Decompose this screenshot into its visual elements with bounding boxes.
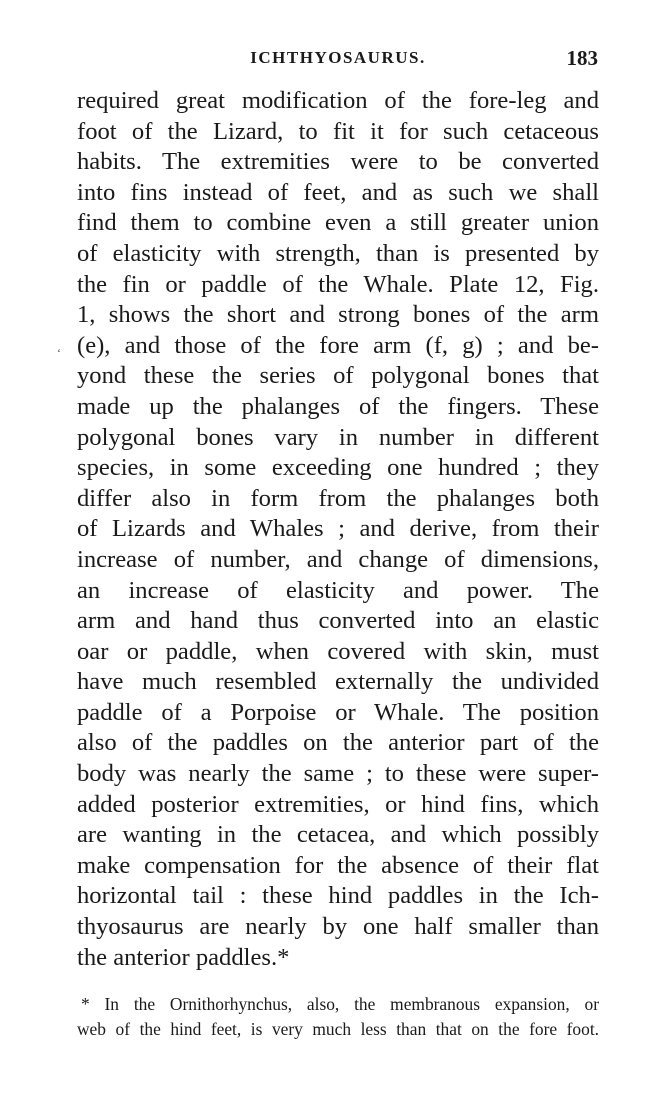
text-line: an increase of elasticity and power. The [77,576,599,604]
text-line: find them to combine even a still greater union [77,209,599,237]
text-line: the anterior paddles.* [77,943,290,971]
body-text [77,86,599,973]
text-line: are wanting in the cetacea, and which possibly [77,821,599,849]
text-line: body was nearly the same ; to these were super- [77,760,599,788]
running-head [78,48,598,74]
text-line: added posterior extremities, or hind fins, which [77,790,599,818]
footnote-line: web of the hind feet, is very much less than that on the fore foot. [77,1019,599,1039]
text-line: differ also in form from the phalanges both [77,484,599,512]
text-line: thyosaurus are nearly by one half smaller than [77,913,599,941]
footnote-line: * In the Ornithorhynchus, also, the membranous expansion, or [81,994,599,1014]
text-line: of Lizards and Whales ; and derive, from their [77,515,599,543]
text-line: polygonal bones vary in number in different [77,423,599,451]
text-line: habits. The extremities were to be converted [77,148,599,176]
text-line: required great modification of the fore-leg and [77,87,599,114]
text-line: arm and hand thus converted into an elastic [77,607,599,635]
text-line: also of the paddles on the anterior part of the [77,729,599,757]
text-line: species, in some exceeding one hundred ; they [77,454,599,482]
text-line: horizontal tail : these hind paddles in the Ich- [77,882,599,910]
margin-mark: ‘ [57,346,61,360]
text-line: have much resembled externally the undivided [77,668,599,696]
text-line: make compensation for the absence of their flat [77,851,599,879]
text-line: made up the phalanges of the fingers. These [77,392,599,420]
text-line: 1, shows the short and strong bones of the arm [77,301,599,329]
text-line: yond these the series of polygonal bones that [77,362,599,390]
text-line: (e), and those of the fore arm (f, g) ; and be- [77,331,599,359]
running-title: ICHTHYOSAURUS. [250,48,426,67]
page-number: 183 [566,46,598,70]
text-line: foot of the Lizard, to fit it for such cetaceous [77,117,599,145]
text-line: paddle of a Porpoise or Whale. The position [77,698,599,726]
text-line: the fin or paddle of the Whale. Plate 12, Fig. [77,270,599,298]
text-line: of elasticity with strength, than is presented by [77,239,599,267]
footnote [77,992,599,1042]
text-line: oar or paddle, when covered with skin, must [77,637,599,665]
text-line: into fins instead of feet, and as such we shall [77,178,599,206]
text-line: increase of number, and change of dimensions, [77,545,599,573]
